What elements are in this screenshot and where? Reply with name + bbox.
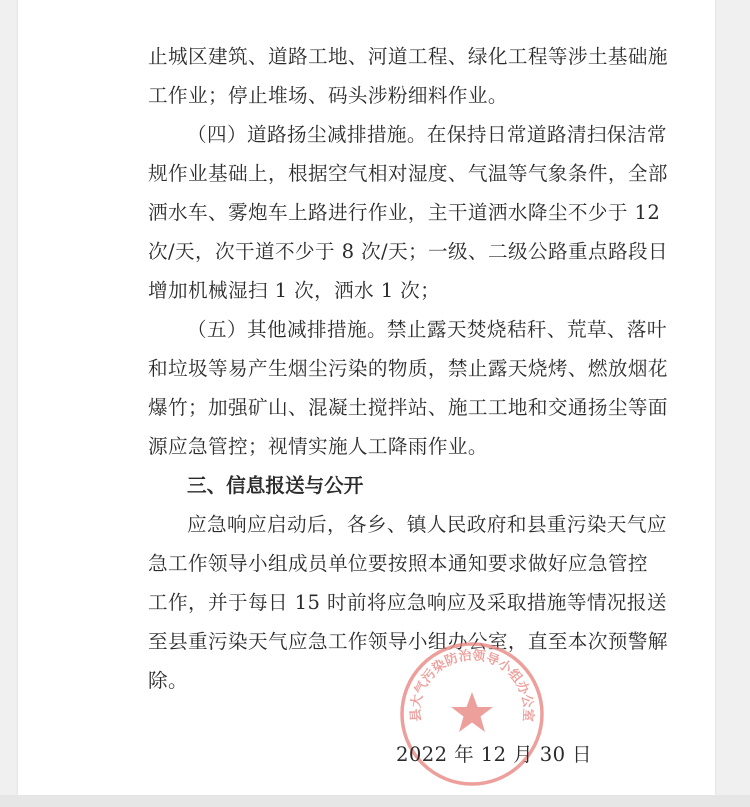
paragraph-line: 急工作领导小组成员单位要按照本通知要求做好应急管控 [148,552,648,575]
paragraph-line: （四）道路扬尘减排措施。在保持日常道路清扫保洁常 [187,123,667,146]
section-heading: 三、信息报送与公开 [187,474,364,497]
paragraph-line: 次/天，次干道不少于 8 次/天；一级、二级公路重点路段日 [148,240,668,263]
paragraph-line: 至县重污染天气应急工作领导小组办公室，直至本次预警解 [148,630,668,653]
paragraph-line: 和垃圾等易产生烟尘污染的物质，禁止露天烧烤、燃放烟花 [148,357,668,380]
paragraph-line: 止城区建筑、道路工地、河道工程、绿化工程等涉土基础施 [148,45,668,68]
paragraph-line: 爆竹；加强矿山、混凝土搅拌站、施工工地和交通扬尘等面 [148,396,668,419]
paragraph-line: 除。 [148,669,188,692]
paragraph-line: 工作，并于每日 15 时前将应急响应及采取措施等情况报送 [148,591,667,614]
document-date: 2022 年 12 月 30 日 [396,743,593,766]
paragraph-line: （五）其他减排措施。禁止露天焚烧秸秆、荒草、落叶 [187,318,667,341]
paragraph-line: 应急响应启动后，各乡、镇人民政府和县重污染天气应 [187,513,667,536]
paragraph-line: 工作业；停止堆场、码头涉粉细料作业。 [148,84,508,107]
paragraph-line: 洒水车、雾炮车上路进行作业，主干道洒水降尘不少于 12 [148,201,661,224]
seal-star-icon [451,692,493,732]
paragraph-line: 规作业基础上，根据空气相对湿度、气温等气象条件，全部 [148,162,668,185]
paragraph-line: 源应急管控；视情实施人工降雨作业。 [148,435,488,458]
viewer-bottom-bar [0,795,750,807]
seal-text: 县大气污染防治领导小组办公室 [408,648,536,723]
document-page [18,0,715,795]
paragraph-line: 增加机械湿扫 1 次，洒水 1 次； [148,279,441,302]
